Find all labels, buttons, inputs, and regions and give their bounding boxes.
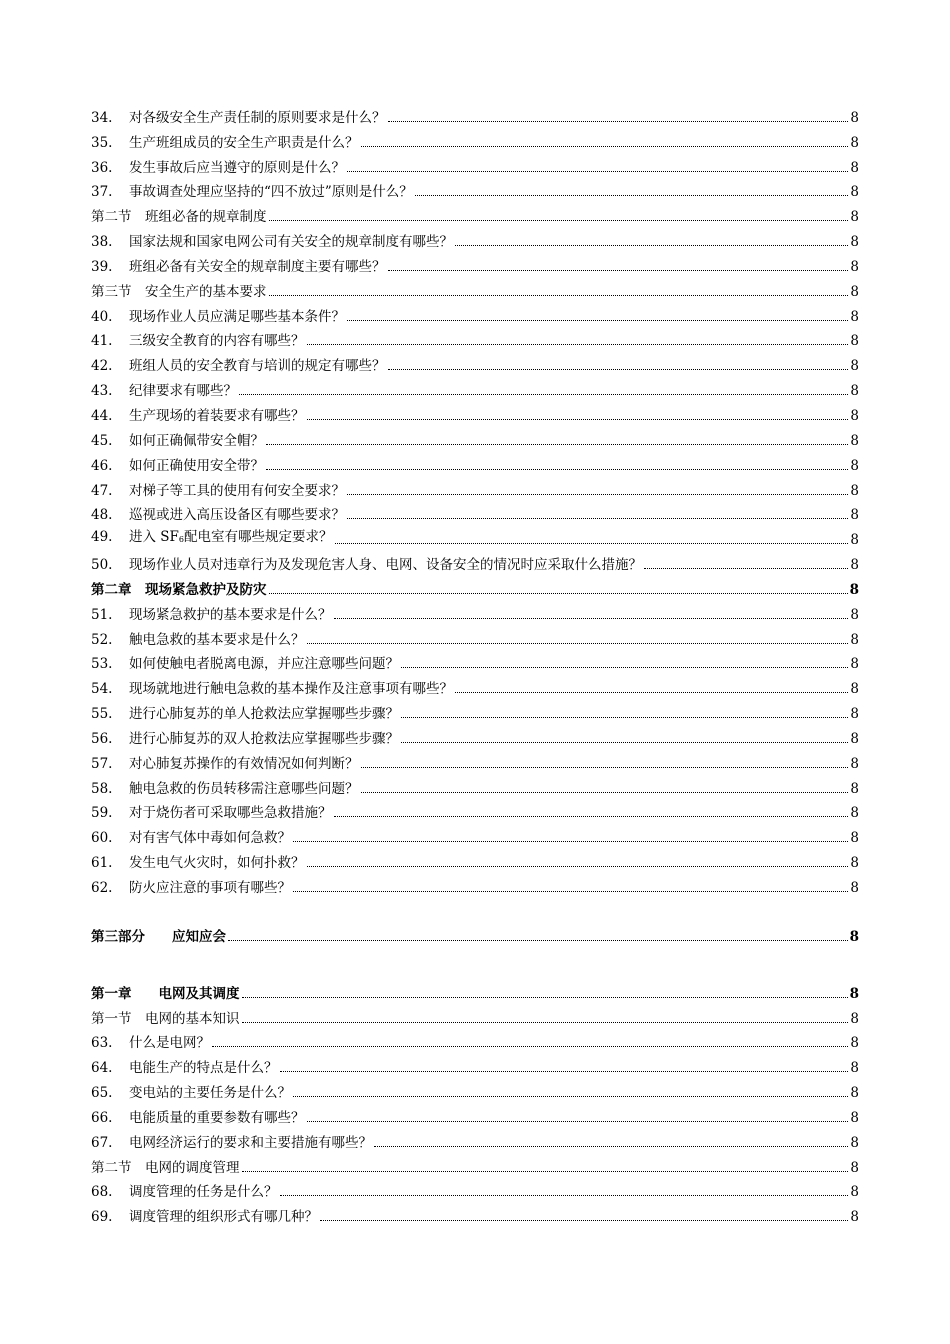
entry-title-subscript: 6 <box>178 535 185 545</box>
toc-entry[interactable] <box>91 1028 859 1053</box>
toc-entry[interactable] <box>91 698 859 723</box>
toc-entry[interactable] <box>91 773 859 798</box>
entry-title: 发生事故后应当遵守的原则是什么？ <box>129 159 345 176</box>
dot-leader <box>388 369 849 370</box>
dot-leader <box>293 1096 848 1097</box>
entry-number: 58. <box>91 780 113 797</box>
dot-leader <box>269 295 849 296</box>
page-number: 8 <box>850 1209 859 1226</box>
page-number: 8 <box>850 1085 859 1102</box>
page-number: 8 <box>850 880 859 896</box>
dot-leader <box>334 618 849 619</box>
dot-leader <box>242 1171 849 1172</box>
dot-leader <box>374 1146 848 1147</box>
entry-number: 50. <box>91 557 113 574</box>
entry-title: 纪律要求有哪些？ <box>129 383 237 400</box>
entry-number: 39. <box>91 258 113 275</box>
entry-title: 触电急救的伤员转移需注意哪些问题？ <box>129 780 359 797</box>
page-number: 8 <box>850 283 859 300</box>
toc-entry[interactable] <box>91 500 859 525</box>
entry-title: 现场就地进行触电急救的基本操作及注意事项有哪些？ <box>129 681 453 698</box>
entry-number: 68. <box>91 1184 113 1201</box>
page-number: 8 <box>849 581 859 598</box>
entry-title: 对各级安全生产责任制的原则要求是什么？ <box>129 109 386 126</box>
toc-entry[interactable] <box>91 673 859 698</box>
dot-leader <box>455 692 848 693</box>
page-number: 8 <box>850 780 859 797</box>
page-number: 8 <box>850 507 859 524</box>
entry-title: 电能生产的特点是什么？ <box>129 1060 278 1077</box>
toc-entry[interactable] <box>91 872 859 897</box>
page-number: 8 <box>850 532 859 549</box>
spacer <box>91 897 859 921</box>
toc-entry[interactable] <box>91 1127 859 1152</box>
toc-entry[interactable] <box>91 723 859 748</box>
page-number: 8 <box>850 407 859 424</box>
page-number: 8 <box>850 1159 859 1176</box>
page-number: 8 <box>849 985 859 1002</box>
entry-title: 国家法规和国家电网公司有关安全的规章制度有哪些？ <box>129 234 453 251</box>
toc-chapter-heading[interactable] <box>91 574 859 599</box>
page-number: 8 <box>850 308 859 325</box>
page-number: 8 <box>850 432 859 449</box>
entry-number: 57. <box>91 755 113 772</box>
entry-title: 生产班组成员的安全生产职责是什么？ <box>129 134 359 151</box>
dot-leader <box>307 344 849 345</box>
entry-number: 41. <box>91 333 113 350</box>
spacer <box>91 946 859 978</box>
page-number: 8 <box>850 159 859 176</box>
dot-leader <box>644 568 848 569</box>
entry-title: 进行心肺复苏的双人抢救法应掌握哪些步骤？ <box>129 730 399 747</box>
dot-leader <box>401 667 848 668</box>
entry-number: 56. <box>91 730 113 747</box>
dot-leader <box>228 940 848 941</box>
entry-number: 45. <box>91 432 113 449</box>
dot-leader <box>361 146 849 147</box>
section-title: 第二节 班组必备的规章制度 <box>91 209 267 226</box>
page-number: 8 <box>850 606 859 623</box>
entry-title: 如何正确佩带安全帽？ <box>129 432 264 449</box>
entry-title: 进行心肺复苏的单人抢救法应掌握哪些步骤？ <box>129 706 399 723</box>
section-title: 第三节 安全生产的基本要求 <box>91 283 267 300</box>
toc-entry[interactable] <box>91 152 859 177</box>
toc-entry[interactable] <box>91 177 859 202</box>
dot-leader <box>293 891 848 892</box>
dot-leader <box>307 866 849 867</box>
entry-title: 对有害气体中毒如何急救？ <box>129 830 291 847</box>
dot-leader <box>415 195 849 196</box>
entry-title: 电能质量的重要参数有哪些？ <box>129 1109 305 1126</box>
entry-title: 班组必备有关安全的规章制度主要有哪些？ <box>129 258 386 275</box>
dot-leader <box>347 494 848 495</box>
toc-chapter-heading[interactable] <box>91 978 859 1003</box>
toc-entry[interactable] <box>91 102 859 127</box>
toc-entry[interactable] <box>91 375 859 400</box>
toc-section-heading[interactable] <box>91 1152 859 1177</box>
entry-title-prefix: 进入 SF <box>129 529 179 546</box>
dot-leader <box>401 742 848 743</box>
toc-entry[interactable] <box>91 847 859 872</box>
entry-title: 现场紧急救护的基本要求是什么？ <box>129 606 332 623</box>
page-number: 8 <box>850 209 859 226</box>
entry-title: 现场作业人员应满足哪些基本条件？ <box>129 308 345 325</box>
toc-entry[interactable] <box>91 425 859 450</box>
chapter-title: 第一章 电网及其调度 <box>91 985 240 1002</box>
entry-number: 59. <box>91 805 113 822</box>
page-number: 8 <box>850 1035 859 1052</box>
entry-number: 44. <box>91 407 113 424</box>
page-number: 8 <box>850 805 859 822</box>
page-number: 8 <box>850 830 859 847</box>
toc-entry[interactable] <box>91 1177 859 1202</box>
page-number: 8 <box>850 482 859 499</box>
toc-entry[interactable] <box>91 127 859 152</box>
toc-entry[interactable] <box>91 1077 859 1102</box>
dot-leader <box>347 171 848 172</box>
page-number: 8 <box>850 258 859 275</box>
entry-title: 电网经济运行的要求和主要措施有哪些？ <box>129 1134 372 1151</box>
dot-leader <box>280 1195 849 1196</box>
entry-number: 35. <box>91 134 113 151</box>
toc-entry[interactable] <box>91 524 859 549</box>
dot-leader <box>307 643 849 644</box>
dot-leader <box>269 593 848 594</box>
entry-title: 对心肺复苏操作的有效情况如何判断？ <box>129 755 359 772</box>
entry-number: 34. <box>91 109 113 126</box>
toc-entry[interactable] <box>91 1201 859 1226</box>
dot-leader <box>266 444 848 445</box>
page-number: 8 <box>850 631 859 648</box>
entry-title: 生产现场的着装要求有哪些？ <box>129 407 305 424</box>
page-number: 8 <box>850 1184 859 1201</box>
entry-number: 54. <box>91 681 113 698</box>
dot-leader <box>347 518 848 519</box>
entry-number: 66. <box>91 1109 113 1126</box>
page-number: 8 <box>850 109 859 126</box>
toc-entry[interactable] <box>91 226 859 251</box>
entry-title: 现场作业人员对违章行为及发现危害人身、电网、设备安全的情况时应采取什么措施？ <box>129 557 642 574</box>
entry-title: 触电急救的基本要求是什么？ <box>129 631 305 648</box>
toc-entry[interactable] <box>91 450 859 475</box>
entry-number: 62. <box>91 880 113 896</box>
entry-number: 46. <box>91 457 113 474</box>
dot-leader <box>307 1121 849 1122</box>
entry-title: 巡视或进入高压设备区有哪些要求？ <box>129 507 345 524</box>
entry-number: 55. <box>91 706 113 723</box>
entry-number: 49. <box>91 529 113 546</box>
page-number: 8 <box>850 134 859 151</box>
page-number: 8 <box>850 333 859 350</box>
toc-section-heading[interactable] <box>91 1003 859 1028</box>
entry-number: 65. <box>91 1085 113 1102</box>
dot-leader <box>307 419 849 420</box>
dot-leader <box>388 270 849 271</box>
toc-entry[interactable] <box>91 1102 859 1127</box>
toc-entry[interactable] <box>91 251 859 276</box>
entry-title: 三级安全教育的内容有哪些？ <box>129 333 305 350</box>
entry-title: 调度管理的组织形式有哪几种？ <box>129 1209 318 1226</box>
page-number: 8 <box>850 1010 859 1027</box>
dot-leader <box>320 1220 848 1221</box>
toc-entry[interactable] <box>91 549 859 574</box>
toc-entry[interactable] <box>91 400 859 425</box>
entry-number: 38. <box>91 234 113 251</box>
entry-number: 52. <box>91 631 113 648</box>
page-number: 8 <box>850 1060 859 1077</box>
page-number: 8 <box>850 755 859 772</box>
entry-title: 对梯子等工具的使用有何安全要求？ <box>129 482 345 499</box>
entry-number: 64. <box>91 1060 113 1077</box>
entry-number: 53. <box>91 656 113 673</box>
dot-leader <box>361 767 849 768</box>
page-number: 8 <box>850 1134 859 1151</box>
entry-number: 69. <box>91 1209 113 1226</box>
entry-title: 变电站的主要任务是什么？ <box>129 1085 291 1102</box>
entry-title: 如何正确使用安全带？ <box>129 457 264 474</box>
dot-leader <box>239 394 848 395</box>
toc-entry[interactable] <box>91 326 859 351</box>
entry-number: 61. <box>91 855 113 872</box>
page-number: 8 <box>850 706 859 723</box>
dot-leader <box>334 816 849 817</box>
dot-leader <box>455 245 848 246</box>
entry-title: 事故调查处理应坚持的“四不放过”原则是什么？ <box>129 184 413 201</box>
dot-leader <box>212 1046 848 1047</box>
entry-number: 40. <box>91 308 113 325</box>
toc-part-heading[interactable] <box>91 921 859 946</box>
entry-title: 调度管理的任务是什么？ <box>129 1184 278 1201</box>
toc-entry[interactable] <box>91 624 859 649</box>
dot-leader <box>361 792 849 793</box>
entry-number: 67. <box>91 1134 113 1151</box>
dot-leader <box>347 320 848 321</box>
toc-entry[interactable] <box>91 822 859 847</box>
toc-entry[interactable] <box>91 649 859 674</box>
dot-leader <box>266 469 848 470</box>
toc-entry[interactable] <box>91 350 859 375</box>
page-number: 8 <box>850 681 859 698</box>
entry-title: 发生电气火灾时，如何扑救？ <box>129 855 305 872</box>
toc-section-heading[interactable] <box>91 276 859 301</box>
entry-number: 42. <box>91 358 113 375</box>
chapter-title: 第二章 现场紧急救护及防灾 <box>91 581 267 598</box>
entry-title: 对于烧伤者可采取哪些急救措施？ <box>129 805 332 822</box>
section-title: 第二节 电网的调度管理 <box>91 1159 240 1176</box>
table-of-contents <box>91 102 859 1226</box>
page-number: 8 <box>850 730 859 747</box>
entry-number: 51. <box>91 606 113 623</box>
part-title: 第三部分 应知应会 <box>91 928 226 945</box>
entry-number: 43. <box>91 383 113 400</box>
entry-title: 班组人员的安全教育与培训的规定有哪些？ <box>129 358 386 375</box>
page-number: 8 <box>850 184 859 201</box>
dot-leader <box>388 121 849 122</box>
dot-leader <box>242 997 848 998</box>
entry-title <box>129 528 333 549</box>
page-number: 8 <box>850 358 859 375</box>
dot-leader <box>401 717 848 718</box>
page-number: 8 <box>850 457 859 474</box>
dot-leader <box>293 841 848 842</box>
toc-entry[interactable] <box>91 1052 859 1077</box>
toc-entry[interactable] <box>91 301 859 326</box>
page-number: 8 <box>849 928 859 945</box>
page-number: 8 <box>850 1109 859 1126</box>
entry-title-suffix: 配电室有哪些规定要求？ <box>184 529 333 546</box>
entry-number: 63. <box>91 1035 113 1052</box>
toc-entry[interactable] <box>91 798 859 823</box>
dot-leader <box>269 220 849 221</box>
entry-title: 什么是电网？ <box>129 1035 210 1052</box>
toc-entry[interactable] <box>91 599 859 624</box>
entry-number: 37. <box>91 184 113 201</box>
toc-entry[interactable] <box>91 475 859 500</box>
entry-number: 36. <box>91 159 113 176</box>
dot-leader <box>335 543 849 544</box>
dot-leader <box>280 1071 849 1072</box>
toc-section-heading[interactable] <box>91 201 859 226</box>
page-number: 8 <box>850 656 859 673</box>
section-title: 第一节 电网的基本知识 <box>91 1010 240 1027</box>
entry-number: 47. <box>91 482 113 499</box>
entry-number: 60. <box>91 830 113 847</box>
page-number: 8 <box>850 234 859 251</box>
entry-number: 48. <box>91 507 113 524</box>
toc-entry[interactable] <box>91 748 859 773</box>
entry-title: 防火应注意的事项有哪些？ <box>129 880 291 896</box>
page-number: 8 <box>850 557 859 574</box>
dot-leader <box>242 1022 849 1023</box>
page-number: 8 <box>850 855 859 872</box>
page-number: 8 <box>850 383 859 400</box>
entry-title: 如何使触电者脱离电源，并应注意哪些问题？ <box>129 656 399 673</box>
